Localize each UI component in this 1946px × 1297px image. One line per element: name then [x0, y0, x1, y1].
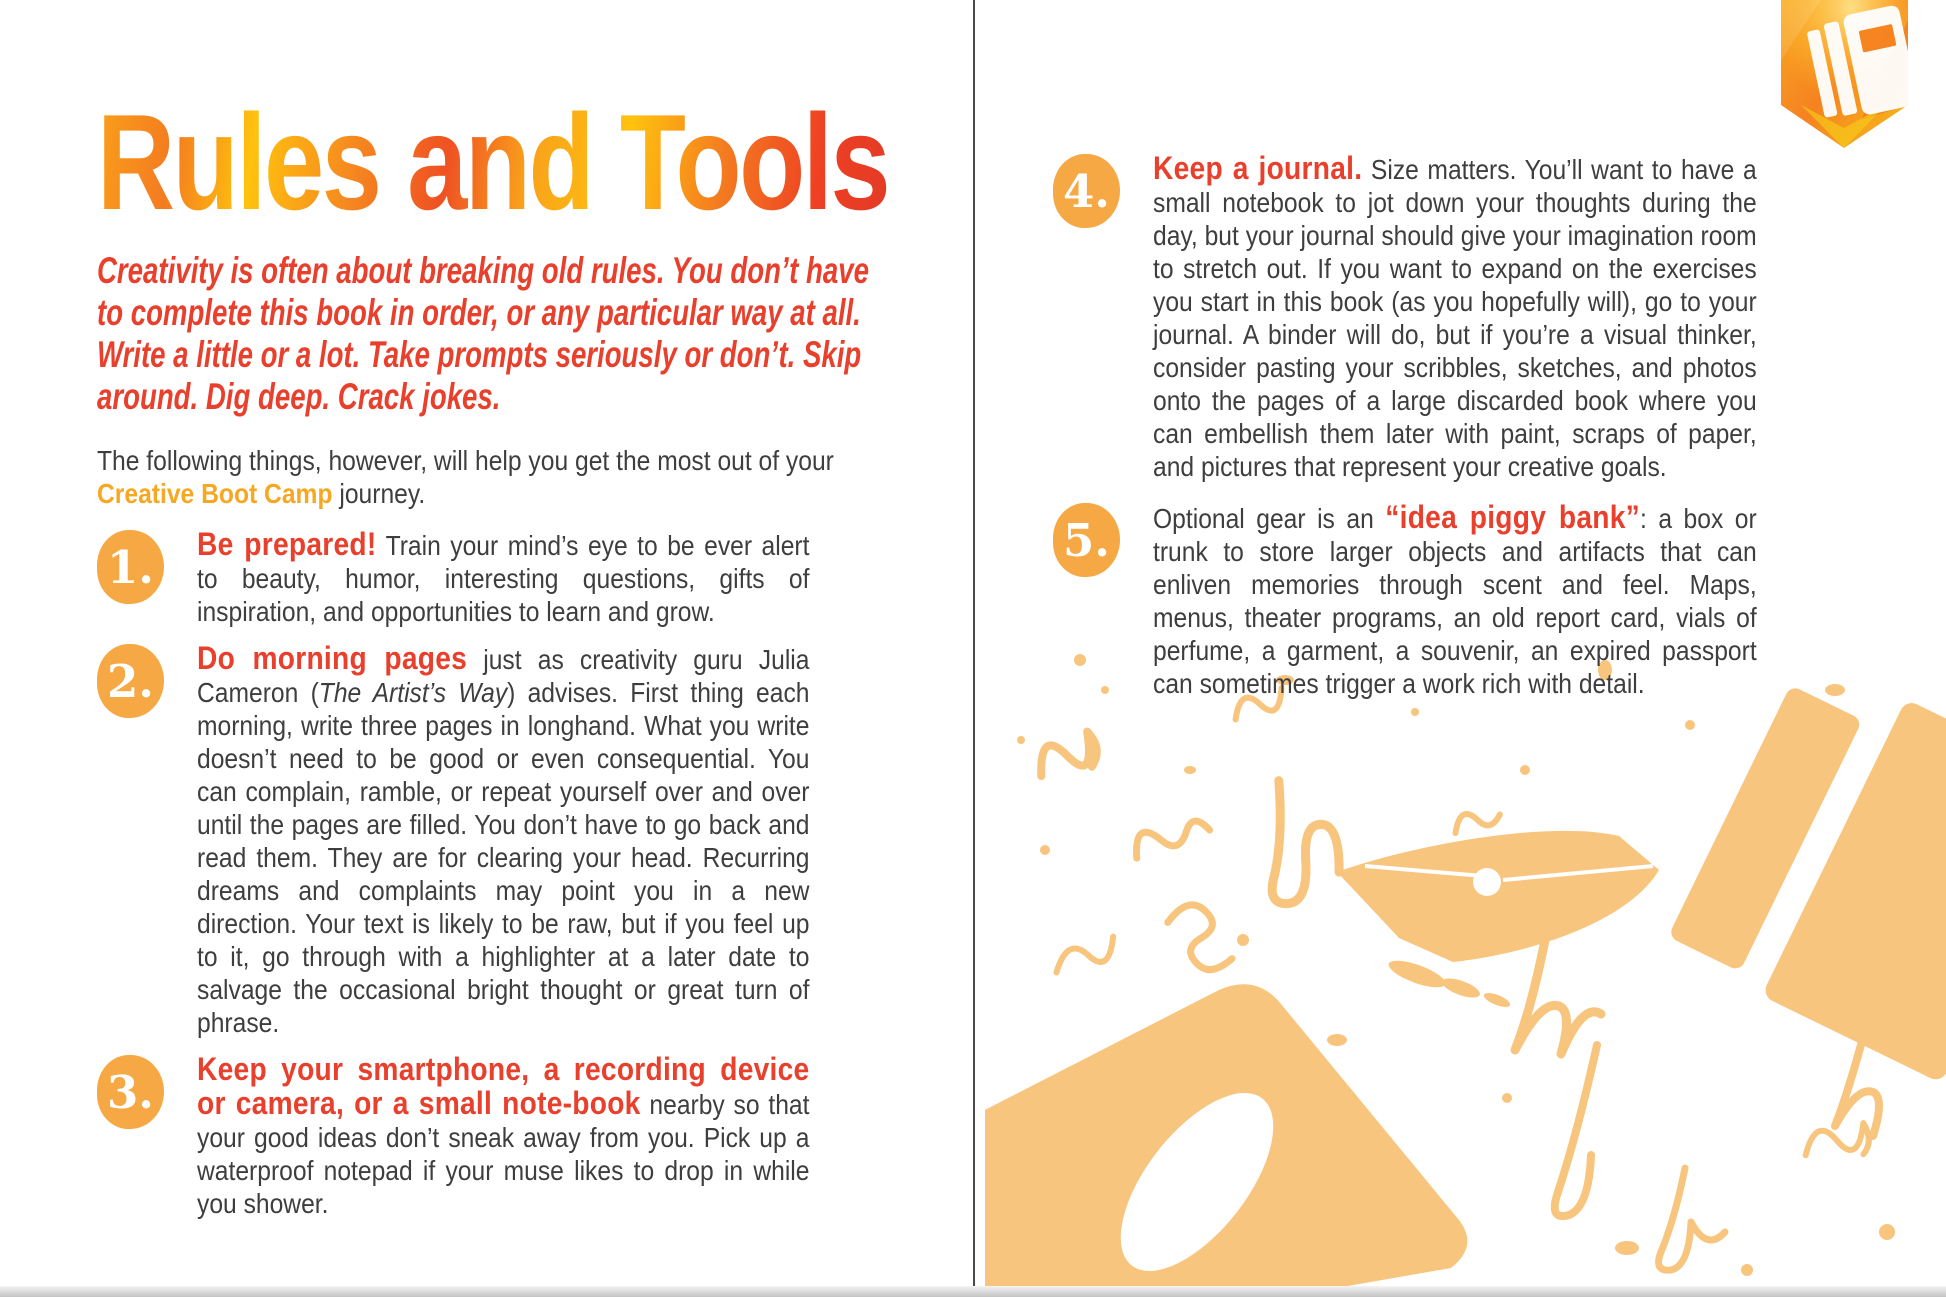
item-5-lead: Optional gear is an — [1153, 503, 1386, 534]
intro-paragraph: Creativity is often about breaking old rules. You don’t have to complete this book in order, or any particular way at all. Write a little or a lot. Take prompts seriously or don’t. Skip around. Dig deep. Crack jokes. — [97, 250, 869, 417]
page-gutter-divider — [973, 0, 975, 1286]
item-4-text — [1153, 152, 1757, 483]
item-1-text — [197, 528, 809, 628]
list-item-3 — [97, 1053, 893, 1220]
item-2-body-pre: just as creativity guru Julia Cameron ( — [197, 644, 810, 708]
list-item-2 — [97, 642, 893, 1039]
page-bottom-edge — [0, 1286, 1946, 1297]
number-badge-3: 3. — [97, 1055, 164, 1129]
page-left — [97, 86, 893, 1234]
item-5-text — [1153, 501, 1757, 700]
page-right — [1053, 152, 1839, 718]
number-badge-1: 1. — [97, 530, 164, 604]
number-badge-5: 5. — [1053, 503, 1120, 577]
lead-paragraph — [97, 444, 893, 510]
books-badge-icon — [1781, 0, 1908, 150]
pen-script-illustration — [985, 620, 1946, 1290]
list-item-4 — [1053, 152, 1839, 483]
page-title: Rules and Tools — [97, 94, 894, 230]
item-2-heading: Do morning pages — [197, 640, 468, 676]
item-3-body: nearby so that your good ideas don’t sneak away from you. Pick up a waterproof notepad if your muse likes to drop in while you shower. — [197, 1089, 810, 1219]
item-3-heading: Keep your smartphone, a recording device or camera, or a small note-book — [197, 1051, 810, 1121]
item-2-book-title: The Artist’s Way — [318, 677, 508, 708]
item-1-body: Train your mind’s eye to be ever alert to beauty, humor, interesting questions, gifts of inspiration, and opportunities to learn and grow. — [197, 530, 810, 627]
item-2-text — [197, 642, 809, 1039]
item-3-text — [197, 1053, 809, 1220]
number-badge-4: 4. — [1053, 154, 1120, 228]
list-item-1 — [97, 528, 893, 628]
list-item-5 — [1053, 501, 1839, 700]
item-5-heading: “idea piggy bank” — [1385, 499, 1641, 535]
creative-boot-camp-highlight: Creative Boot Camp — [97, 478, 333, 509]
number-badge-2: 2. — [97, 644, 164, 718]
item-1-heading: Be prepared! — [197, 526, 377, 562]
item-4-body: Size matters. You’ll want to have a small notebook to jot down your thoughts during the day, but your journal should give your imagination room to stretch out. If you want to expand on the exercises you start in this book (as you hopefully will), go to your journal. A binder will do, but if you’re a visual thinker, consider pasting your scribbles, sketches, and photos onto the pages of a large discarded book where you can embellish them later with paint, scraps of paper, and pictures that represent your creative goals. — [1153, 154, 1757, 482]
lead-text-pre: The following things, however, will help you get the most out of your — [97, 445, 834, 476]
lead-text-post: journey. — [332, 478, 426, 509]
item-5-body: : a box or trunk to store larger objects and artifacts that can enliven memories through scent and feel. Maps, menus, theater programs, an old report card, vials of perfume, a garment, a souvenir, an expired passport can sometimes trigger a work rich with detail. — [1153, 503, 1757, 699]
item-4-heading: Keep a journal. — [1153, 150, 1363, 186]
item-2-body-post: ) advises. First thing each morning, write three pages in longhand. What you write doesn’t need to be good or even consequential. You can complain, ramble, or repeat yourself over and over until the pages are filled. You don’t have to go back and read them. They are for clearing your head. Recurring dreams and complaints may point you in a new direction. Your text is likely to be raw, but if you feel up to it, go through with a highlighter at a later date to salvage the occasional bright thought or great turn of phrase. — [197, 677, 810, 1038]
